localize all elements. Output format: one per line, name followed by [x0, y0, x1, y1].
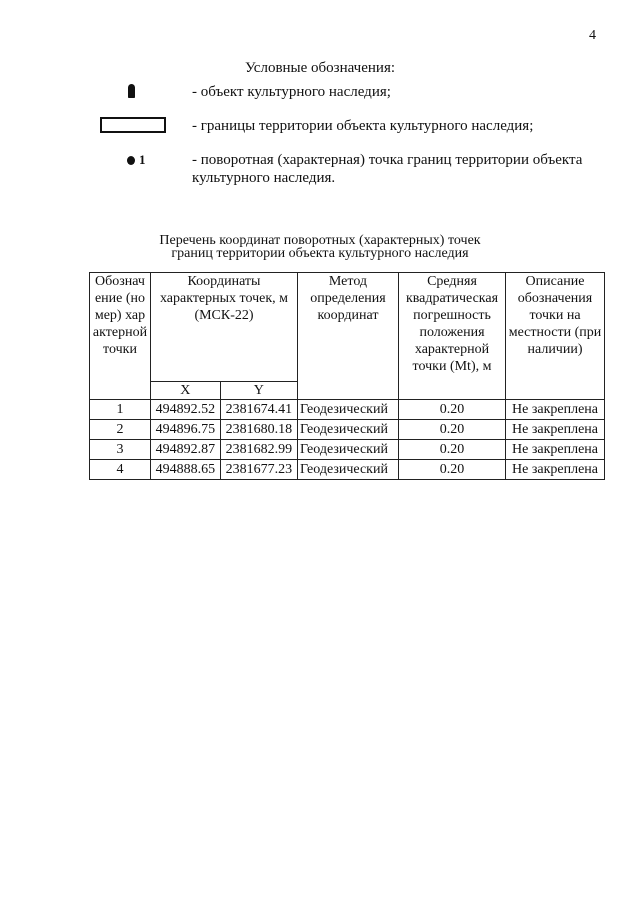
cell-method: Геодезический [298, 440, 399, 460]
table-row [90, 420, 605, 440]
table-title [0, 234, 640, 260]
table-title-line2: границ территории объекта культурного наследия [171, 246, 469, 261]
table-row [90, 460, 605, 480]
header-description: Описание обозначения точки на местности (при наличии) [506, 273, 605, 400]
table-row [90, 440, 605, 460]
cell-description: Не закреплена [506, 420, 605, 440]
cell-description: Не закреплена [506, 400, 605, 420]
legend-text-heritage: - объект культурного наследия; [192, 84, 391, 100]
header-error: Средняя квадратическая погрешность положения характерной точки (Mt), м [399, 273, 506, 400]
cell-description: Не закреплена [506, 460, 605, 480]
cell-id: 3 [90, 440, 151, 460]
header-designation: Обозначение (номер) характерной точки [90, 273, 151, 400]
header-coordinates: Координаты характерных точек, м (МСК-22) [151, 273, 298, 382]
header-x: X [151, 382, 221, 400]
turning-point-icon [127, 156, 135, 165]
cell-y: 2381682.99 [220, 440, 297, 460]
table-title-line1: Перечень координат поворотных (характерных) точек [159, 233, 481, 248]
cell-error: 0.20 [399, 420, 506, 440]
legend-text-boundary: - границы территории объекта культурного наследия; [192, 118, 534, 134]
cell-description: Не закреплена [506, 440, 605, 460]
cell-method: Геодезический [298, 400, 399, 420]
header-y: Y [220, 382, 297, 400]
cell-x: 494892.87 [151, 440, 221, 460]
cell-x: 494896.75 [151, 420, 221, 440]
legend-text-point: - поворотная (характерная) точка границ территории объекта культурного наследия. [192, 152, 583, 186]
cell-id: 1 [90, 400, 151, 420]
header-method: Метод определения координат [298, 273, 399, 400]
table-row [90, 400, 605, 420]
cell-y: 2381680.18 [220, 420, 297, 440]
cell-error: 0.20 [399, 400, 506, 420]
cell-id: 4 [90, 460, 151, 480]
page-number: 4 [589, 28, 596, 43]
cell-method: Геодезический [298, 420, 399, 440]
cell-method: Геодезический [298, 460, 399, 480]
cell-error: 0.20 [399, 440, 506, 460]
cell-x: 494892.52 [151, 400, 221, 420]
cell-y: 2381674.41 [220, 400, 297, 420]
heritage-object-icon [128, 84, 135, 98]
cell-error: 0.20 [399, 460, 506, 480]
cell-x: 494888.65 [151, 460, 221, 480]
legend-title: Условные обозначения: [244, 60, 396, 76]
cell-y: 2381677.23 [220, 460, 297, 480]
boundary-rectangle-icon [100, 117, 166, 133]
coordinates-table [89, 272, 605, 480]
cell-id: 2 [90, 420, 151, 440]
turning-point-label: 1 [139, 152, 146, 167]
